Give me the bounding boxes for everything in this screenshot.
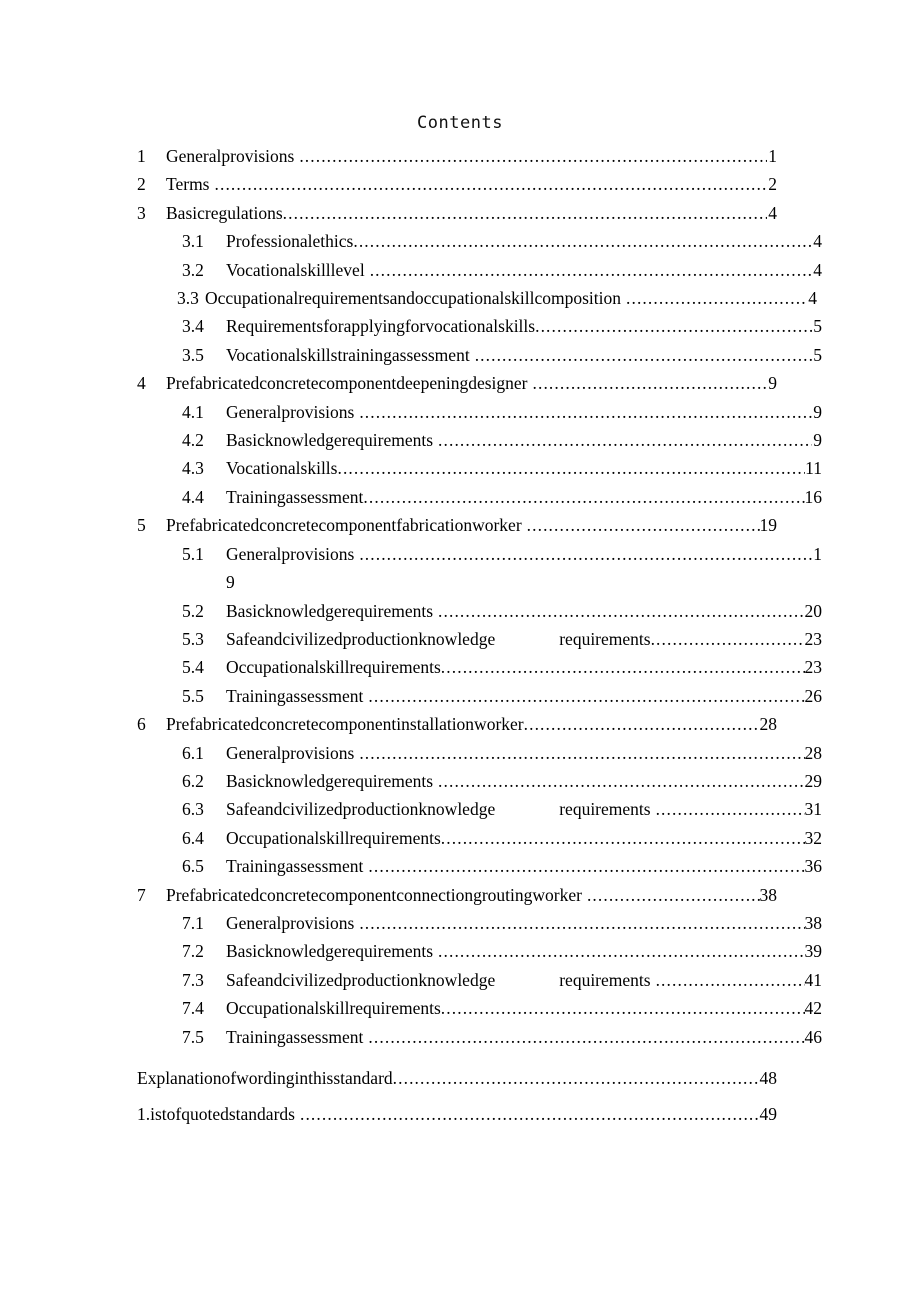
- toc-entry-label: Vocationalskilllevel: [226, 259, 365, 280]
- toc-page-number: 32: [804, 827, 822, 848]
- toc-entry-number: 5.1: [182, 543, 204, 564]
- toc-dot-leader: [626, 284, 807, 312]
- toc-entry-label: Trainingassessment: [226, 856, 364, 877]
- toc-page-number: 4: [808, 288, 817, 309]
- toc-entry-number: 7.2: [182, 941, 204, 962]
- toc-page-number: 38: [759, 884, 777, 905]
- toc-dot-leader: [438, 767, 804, 795]
- toc-entry-label: [226, 795, 651, 823]
- toc-entry[interactable]: [137, 597, 822, 625]
- toc-entry-label: Trainingassessment: [226, 486, 364, 507]
- toc-entry[interactable]: [137, 1096, 777, 1132]
- toc-dot-leader: [300, 1096, 760, 1132]
- toc-entry-number: 5.3: [182, 628, 204, 649]
- toc-page-number: 19: [759, 515, 777, 536]
- toc-dot-leader: [393, 1060, 760, 1096]
- toc-entry[interactable]: [137, 199, 777, 227]
- toc-entry-label-part-b: requirements: [559, 799, 651, 820]
- toc-entry[interactable]: [137, 795, 822, 823]
- toc-entry-label: Trainingassessment: [226, 685, 364, 706]
- toc-entry-number: 3.3: [177, 288, 199, 309]
- toc-entry[interactable]: [137, 256, 822, 284]
- toc-page-number: 1: [813, 543, 822, 564]
- toc-entry-label: Occupationalskillrequirements: [226, 827, 441, 848]
- toc-entry-label: Explanationofwordinginthisstandard: [137, 1068, 393, 1088]
- toc-entry[interactable]: [137, 483, 822, 511]
- toc-dot-leader: [283, 199, 767, 227]
- toc-entry[interactable]: [137, 881, 777, 909]
- toc-dot-leader: [299, 142, 767, 170]
- toc-dot-leader: [438, 426, 812, 454]
- toc-dot-leader: [368, 1023, 804, 1051]
- toc-page-number: 26: [804, 685, 822, 706]
- toc-dot-leader: [656, 795, 805, 823]
- toc-dot-leader: [438, 937, 804, 965]
- toc-dot-leader: [475, 341, 812, 369]
- toc-entry-label: Occupationalskillrequirements: [226, 998, 441, 1019]
- toc-dot-leader: [438, 597, 804, 625]
- toc-page-number: 28: [804, 742, 822, 763]
- toc-page-number: 38: [804, 912, 822, 933]
- toc-dot-leader: [368, 852, 804, 880]
- toc-dot-leader: [359, 398, 812, 426]
- toc-dot-leader: [359, 909, 804, 937]
- toc-entry-label: Terms: [166, 174, 210, 195]
- toc-page-number: 2: [768, 174, 777, 195]
- toc-page-number: 16: [804, 486, 822, 507]
- toc-entry-number: 7: [137, 884, 146, 905]
- toc-page-number: 5: [813, 344, 822, 365]
- toc-entry-label-part-b: requirements: [559, 628, 651, 649]
- toc-dot-leader: [651, 625, 805, 653]
- toc-entry-number: 6.4: [182, 827, 204, 848]
- toc-page-number: 36: [804, 856, 822, 877]
- toc-dot-leader: [587, 881, 760, 909]
- toc-entry[interactable]: [137, 426, 822, 454]
- toc-page-number: 41: [804, 969, 822, 990]
- toc-page-number: 23: [804, 657, 822, 678]
- toc-entry-label: Prefabricatedconcretecomponentdeepeningdesigner: [166, 373, 528, 394]
- toc-page-number: 9: [768, 373, 777, 394]
- toc-entry-number: 5.4: [182, 657, 204, 678]
- toc-entry-label: Basicknowledgerequirements: [226, 430, 434, 451]
- toc-entry-number: 4: [137, 373, 146, 394]
- toc-dot-leader: [215, 170, 768, 198]
- toc-entry-label: Prefabricatedconcretecomponentfabricationworker: [166, 515, 522, 536]
- toc-page-number: 4: [768, 202, 777, 223]
- toc-entry[interactable]: [137, 170, 777, 198]
- toc-dot-leader: [535, 312, 812, 340]
- toc-page-number: 29: [804, 770, 822, 791]
- toc-dot-leader: [441, 824, 805, 852]
- toc-entry-number: 4.2: [182, 430, 204, 451]
- toc-page-number: 46: [804, 1026, 822, 1047]
- toc-dot-leader: [370, 256, 812, 284]
- toc-entry[interactable]: [137, 710, 777, 738]
- toc-entry-number: 7.4: [182, 998, 204, 1019]
- toc-entry-number: 7.1: [182, 912, 204, 933]
- toc-entry-label: Requirementsforapplyingforvocationalskills: [226, 316, 536, 337]
- toc-page-number: 48: [759, 1068, 777, 1088]
- toc-entry-label: Prefabricatedconcretecomponentconnectiongroutingworker: [166, 884, 582, 905]
- toc-entry-label: [226, 625, 651, 653]
- toc-entry-number: 5: [137, 515, 146, 536]
- toc-entry[interactable]: [137, 142, 777, 170]
- toc-entry-label: Occupationalskillrequirements: [226, 657, 441, 678]
- toc-page-number-continuation: 9: [226, 572, 235, 593]
- toc-entry-label: Generalprovisions: [226, 912, 355, 933]
- toc-entry-label: Generalprovisions: [166, 146, 295, 166]
- toc-entry-label-part-a: Safeandcivilizedproductionknowledge: [226, 799, 496, 820]
- toc-entry-label-part-b: requirements: [559, 969, 651, 990]
- toc-entry[interactable]: [137, 1023, 822, 1051]
- toc-entry-label: Occupationalrequirementsandoccupationalskillcomposition: [205, 288, 621, 309]
- toc-entry[interactable]: [137, 284, 817, 312]
- toc-entry-number: 3.1: [182, 231, 204, 252]
- toc-page-number: 9: [813, 401, 822, 422]
- toc-dot-leader: [359, 540, 812, 568]
- toc-entry-number: 6.3: [182, 799, 204, 820]
- toc-entry-number: 2: [137, 174, 146, 195]
- toc-page-number: 49: [759, 1104, 777, 1124]
- toc-page-number: 4: [813, 231, 822, 252]
- toc-entry-number: 4.4: [182, 486, 204, 507]
- toc-dot-leader: [441, 653, 805, 681]
- toc-dot-leader: [656, 966, 805, 994]
- toc-entry-number: 4.1: [182, 401, 204, 422]
- toc-page-number: 20: [804, 600, 822, 621]
- toc-entry[interactable]: [137, 852, 822, 880]
- toc-page-number: 28: [759, 714, 777, 735]
- toc-dot-leader: [337, 454, 805, 482]
- toc-entry[interactable]: [137, 312, 822, 340]
- toc-entry-label: 1.istofquotedstandards: [137, 1104, 295, 1124]
- toc-entry[interactable]: [137, 966, 822, 994]
- toc-entry-number: 5.2: [182, 600, 204, 621]
- toc-entry[interactable]: [137, 739, 822, 767]
- toc-entry[interactable]: [137, 824, 822, 852]
- toc-entry-label: Professionalethics: [226, 231, 354, 252]
- toc-dot-leader: [359, 739, 804, 767]
- toc-entry-label: Trainingassessment: [226, 1026, 364, 1047]
- toc-entry[interactable]: [137, 398, 822, 426]
- toc-entry[interactable]: [137, 767, 822, 795]
- toc-entry-number: 6.1: [182, 742, 204, 763]
- toc-entry-label: Vocationalskillstrainingassessment: [226, 344, 470, 365]
- toc-entry-number: 3.5: [182, 344, 204, 365]
- toc-page-number: 39: [804, 941, 822, 962]
- toc-entry-label: Prefabricatedconcretecomponentinstallationworker: [166, 714, 524, 735]
- toc-entry-label-part-a: Safeandcivilizedproductionknowledge: [226, 969, 496, 990]
- toc-entry-label: Basicregulations: [166, 202, 283, 223]
- toc-entry-label: Basicknowledgerequirements: [226, 600, 434, 621]
- page-title: Contents: [417, 113, 503, 133]
- toc-entry-number: 6: [137, 714, 146, 735]
- toc-entry-label: Generalprovisions: [226, 543, 355, 564]
- toc-entry[interactable]: [137, 682, 822, 710]
- toc-entry[interactable]: [137, 341, 822, 369]
- toc-entry-number: 6.2: [182, 770, 204, 791]
- toc-dot-leader: [353, 227, 812, 255]
- toc-entry-label: Generalprovisions: [226, 742, 355, 763]
- toc-entry[interactable]: [137, 994, 822, 1022]
- toc-entry[interactable]: [137, 511, 777, 539]
- toc-page-number: 23: [804, 628, 822, 649]
- toc-entry[interactable]: [137, 937, 822, 965]
- toc-page-number: 5: [813, 316, 822, 337]
- toc-page-number: 11: [805, 458, 822, 479]
- toc-entry[interactable]: [137, 653, 822, 681]
- toc-entry-number: 3.2: [182, 259, 204, 280]
- toc-dot-leader: [524, 710, 760, 738]
- toc-entry-label: Vocationalskills: [226, 458, 338, 479]
- toc-page-number: 1: [768, 146, 777, 166]
- toc-entry[interactable]: [137, 625, 822, 653]
- toc-dot-leader: [363, 483, 804, 511]
- toc-entry-number: 3.4: [182, 316, 204, 337]
- toc-entry[interactable]: [137, 540, 822, 568]
- toc-entry-label-part-a: Safeandcivilizedproductionknowledge: [226, 628, 496, 649]
- toc-entry-number: 1: [137, 146, 146, 166]
- toc-entry-number: 6.5: [182, 856, 204, 877]
- toc-page-number: 4: [813, 259, 822, 280]
- toc-entry-number: 7.5: [182, 1026, 204, 1047]
- toc-entry[interactable]: [137, 454, 822, 482]
- toc-entry-number: 5.5: [182, 685, 204, 706]
- toc-page-number: 42: [804, 998, 822, 1019]
- toc-page-number: 31: [804, 799, 822, 820]
- toc-entry[interactable]: [137, 1060, 777, 1096]
- table-of-contents: [137, 142, 822, 1132]
- toc-entry[interactable]: [137, 369, 777, 397]
- toc-dot-leader: [533, 369, 768, 397]
- toc-entry-number: 7.3: [182, 969, 204, 990]
- toc-entry[interactable]: [137, 909, 822, 937]
- toc-entry-label: Generalprovisions: [226, 401, 355, 422]
- toc-entry-number: 4.3: [182, 458, 204, 479]
- toc-entry-label: [226, 966, 651, 994]
- toc-entry-number: 3: [137, 202, 146, 223]
- toc-dot-leader: [527, 511, 760, 539]
- toc-entry-label: Basicknowledgerequirements: [226, 770, 434, 791]
- toc-page-number: 9: [813, 430, 822, 451]
- toc-dot-leader: [441, 994, 805, 1022]
- toc-entry-label: Basicknowledgerequirements: [226, 941, 434, 962]
- toc-entry[interactable]: [137, 227, 822, 255]
- toc-dot-leader: [368, 682, 804, 710]
